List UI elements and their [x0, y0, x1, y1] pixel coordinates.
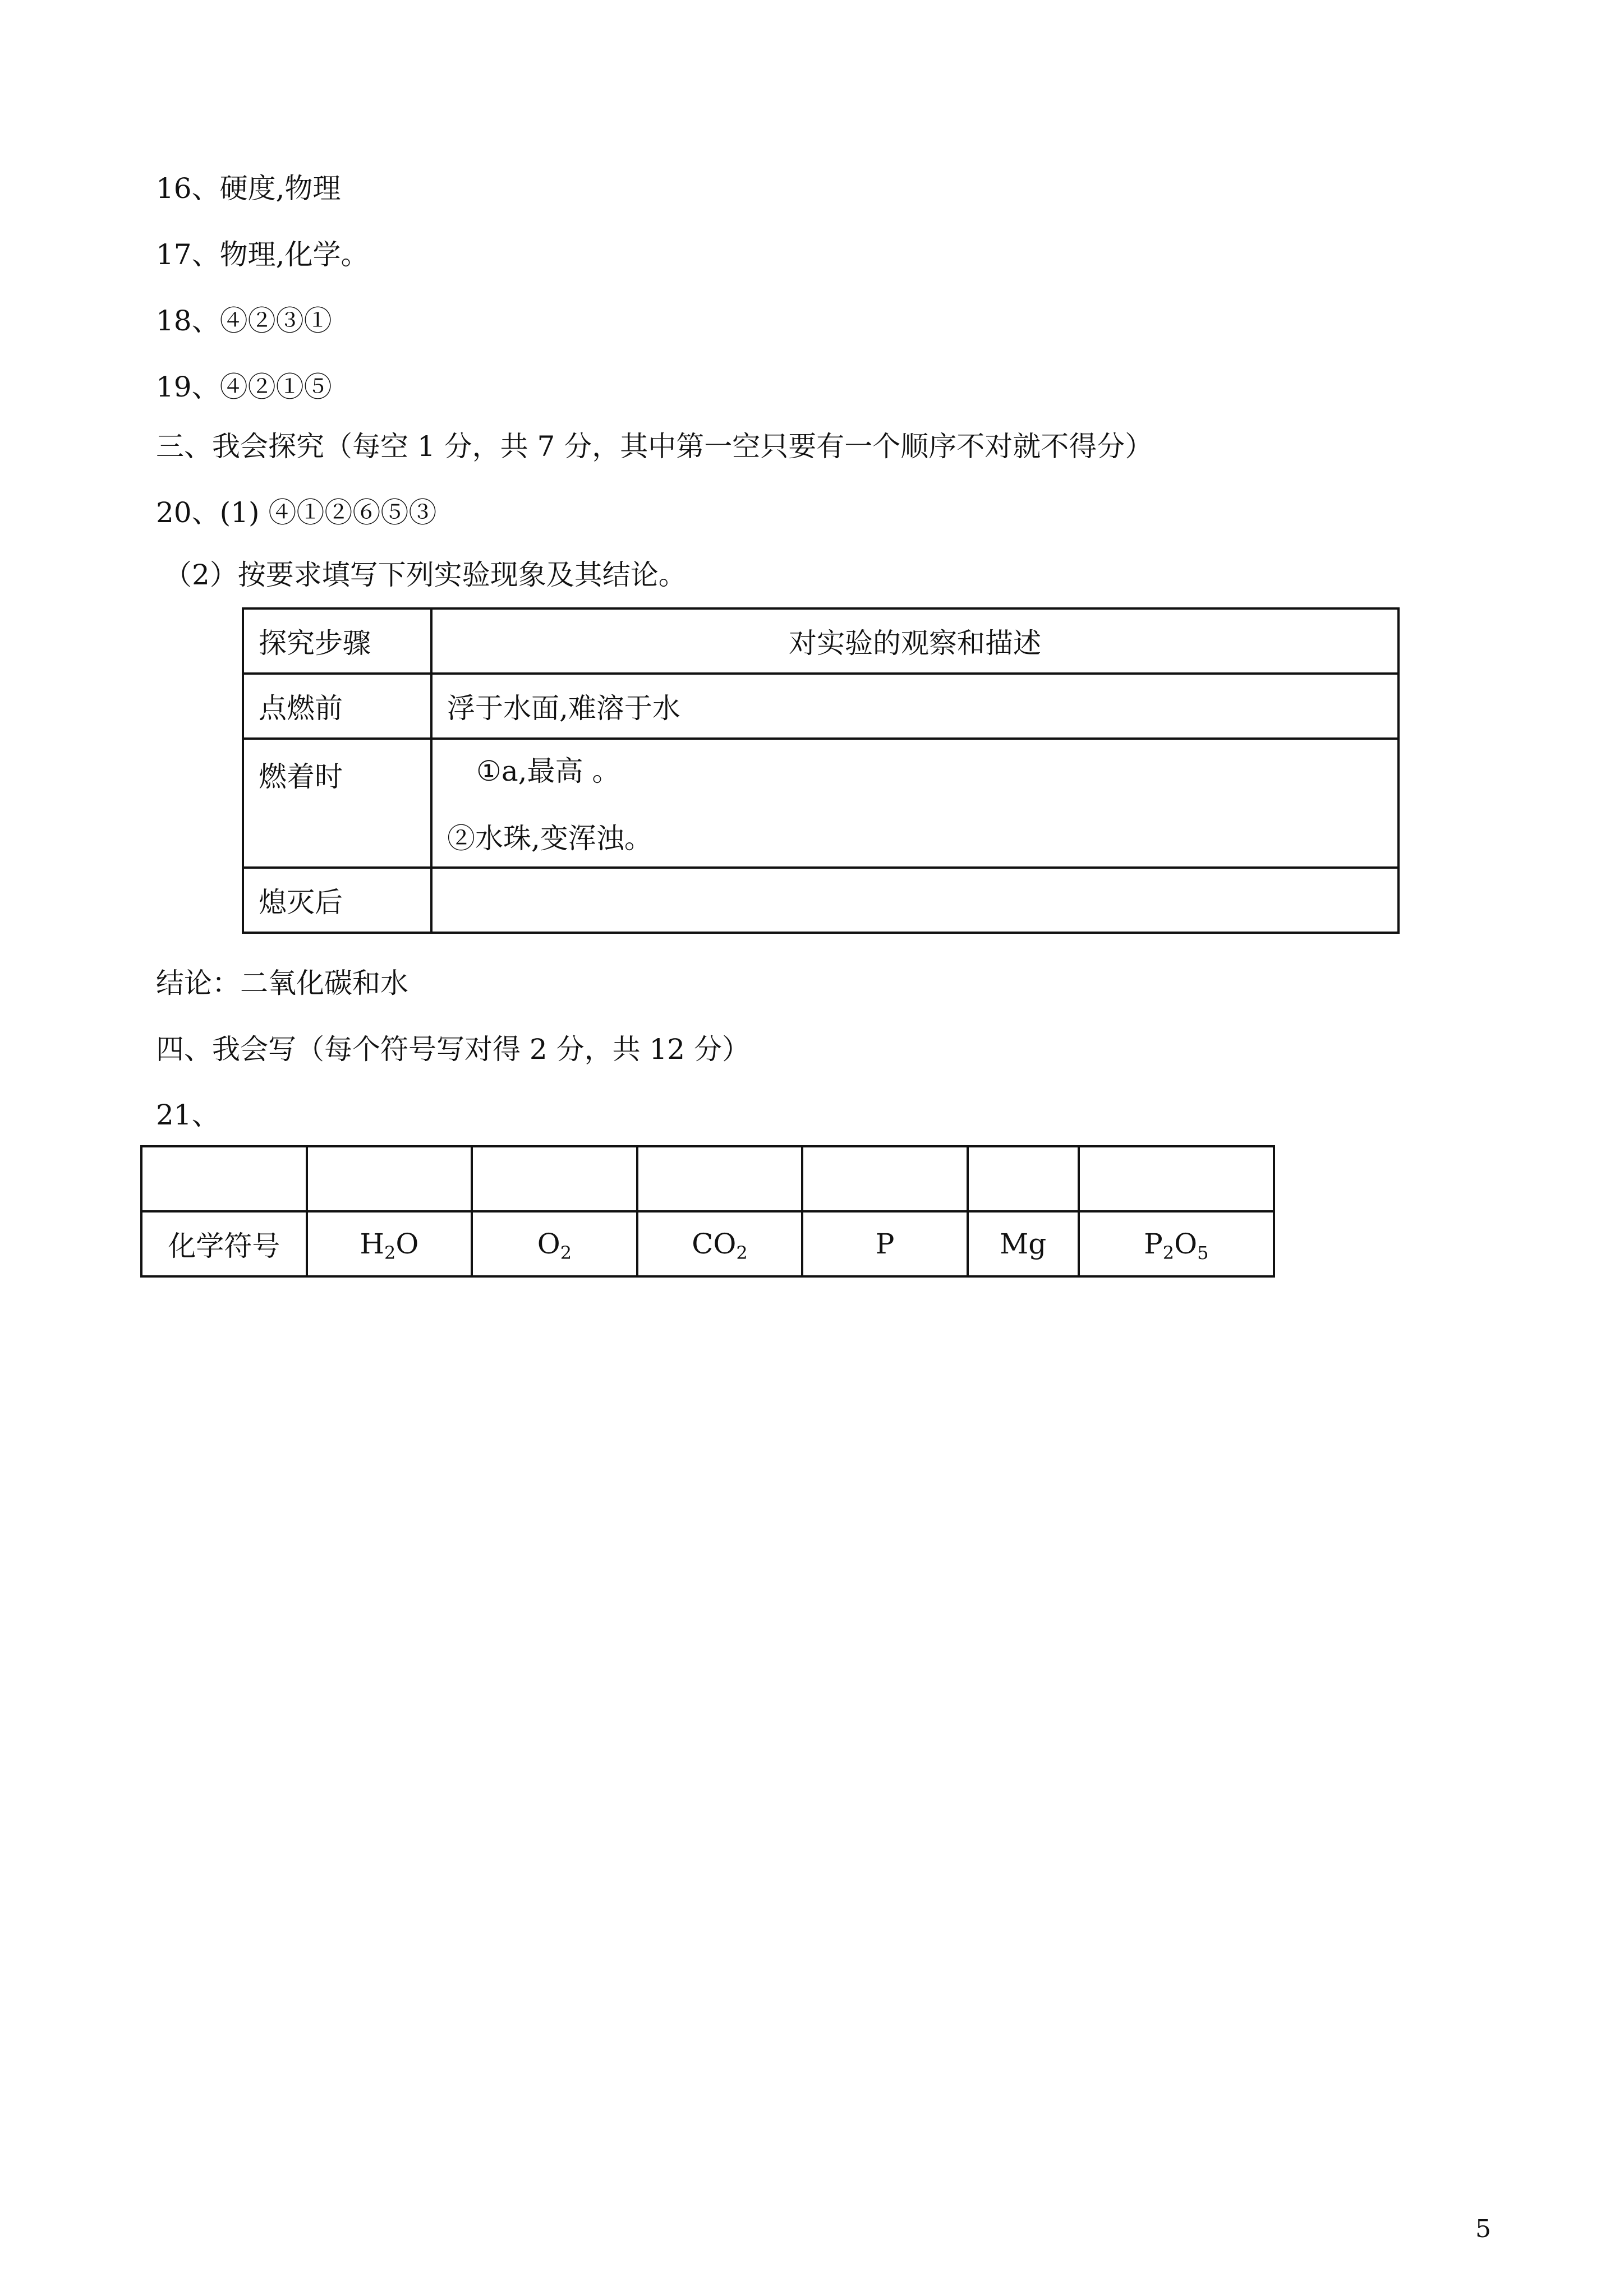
symbol-cell: Mg — [968, 1211, 1079, 1276]
q21-label: 21、 — [156, 1099, 220, 1131]
symbol-table — [140, 1145, 1275, 1278]
blank-cell — [472, 1146, 637, 1211]
q20-part1: 20、(1) ④①②⑥⑤③ — [156, 496, 437, 529]
symbol-cell: $P_2O_5$ — [1079, 1211, 1274, 1276]
answer-18: 18、④②③① — [156, 305, 332, 337]
step-burning: 燃着时 — [243, 739, 431, 868]
table-row — [243, 868, 1398, 933]
table-row — [243, 674, 1398, 739]
blank-cell — [637, 1146, 803, 1211]
answer-16: 16、硬度,物理 — [156, 172, 341, 205]
table-row — [141, 1146, 1274, 1211]
page-number: 5 — [1475, 2215, 1491, 2243]
table-row — [243, 739, 1398, 868]
blank-cell — [802, 1146, 968, 1211]
table-row — [243, 608, 1398, 674]
symbol-cell: $O_2$ — [472, 1211, 637, 1276]
conclusion: 结论：二氧化碳和水 — [156, 967, 408, 999]
desc-before: 浮于水面,难溶于水 — [431, 674, 1398, 739]
blank-cell — [1079, 1146, 1274, 1211]
blank-cell — [141, 1146, 307, 1211]
symbol-cell: $CO_2$ — [637, 1211, 803, 1276]
desc-burning-line1: ①a,最高 。 — [476, 755, 620, 787]
symbol-cell: P — [802, 1211, 968, 1276]
section4-heading: 四、我会写（每个符号写对得 2 分，共 12 分） — [156, 1033, 751, 1066]
desc-burning-cell — [431, 739, 1398, 868]
table-header-step: 探究步骤 — [243, 608, 431, 674]
table-header-desc: 对实验的观察和描述 — [431, 608, 1398, 674]
table-row — [141, 1211, 1274, 1276]
symbol-row-label: 化学符号 — [141, 1211, 307, 1276]
answer-17: 17、物理,化学。 — [156, 238, 369, 271]
experiment-table — [242, 607, 1400, 934]
desc-burning-line2: ②水珠,变浑浊。 — [447, 822, 652, 855]
step-before: 点燃前 — [243, 674, 431, 739]
blank-cell — [968, 1146, 1079, 1211]
q20-part2: （2）按要求填写下列实验现象及其结论。 — [164, 559, 687, 591]
section3-heading: 三、我会探究（每空 1 分，共 7 分，其中第一空只要有一个顺序不对就不得分） — [156, 430, 1153, 463]
answer-19: 19、④②①⑤ — [156, 371, 332, 403]
blank-cell — [307, 1146, 472, 1211]
symbol-cell: $H_2O$ — [307, 1211, 472, 1276]
desc-after — [431, 868, 1398, 933]
step-after: 熄灭后 — [243, 868, 431, 933]
